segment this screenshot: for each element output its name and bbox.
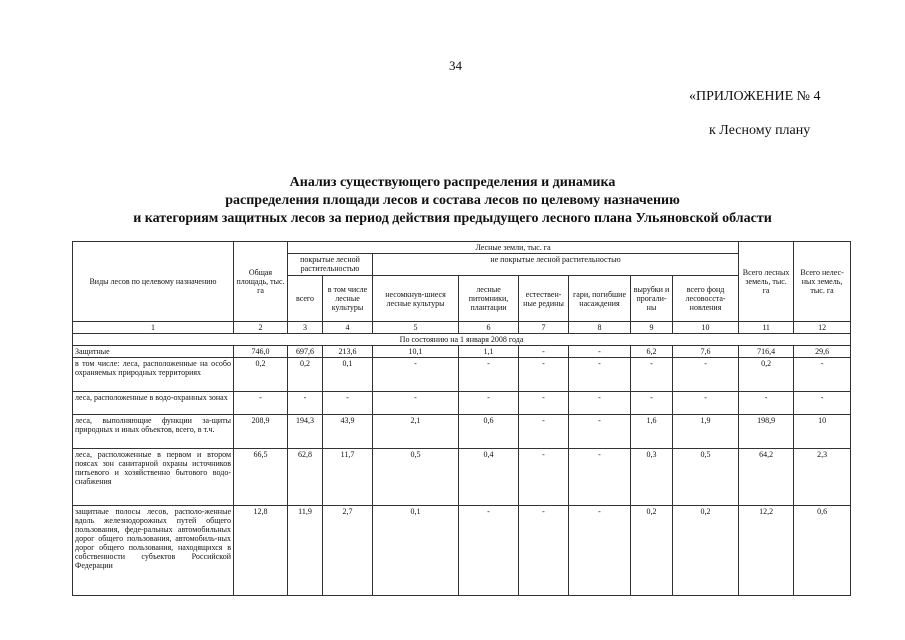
cell-value: 213,6: [323, 346, 373, 358]
row-name: в том числе: леса, расположенные на особо охраняемых природных территориях: [73, 358, 234, 392]
header-clearings: вырубки и прогали-ны: [631, 276, 673, 322]
cell-value: -: [569, 506, 631, 596]
header-nurseries: лесные питомники, плантации: [459, 276, 519, 322]
cell-value: -: [459, 392, 519, 415]
table-row: [73, 415, 851, 449]
header-covered-total: всего: [288, 276, 323, 322]
row-name: леса, расположенные в первом и втором поясах зон санитарной охраны источников питьевого и хозяйственно бытового водо-снабжения: [73, 449, 234, 506]
cell-value: 0,4: [459, 449, 519, 506]
column-number: 5: [373, 322, 459, 334]
cell-value: -: [739, 392, 794, 415]
cell-value: 2,3: [794, 449, 851, 506]
column-number: 9: [631, 322, 673, 334]
header-covered-cultures: в том числе лесные культуры: [323, 276, 373, 322]
table-row: [73, 392, 851, 415]
cell-value: 0,2: [234, 358, 288, 392]
column-number: 7: [519, 322, 569, 334]
cell-value: -: [794, 392, 851, 415]
cell-value: 0,2: [288, 358, 323, 392]
cell-value: -: [323, 392, 373, 415]
cell-value: 0,5: [673, 449, 739, 506]
cell-value: 1,6: [631, 415, 673, 449]
column-number: 1: [73, 322, 234, 334]
cell-value: -: [519, 449, 569, 506]
cell-value: 0,2: [739, 358, 794, 392]
header-burnt: гари, погибшие насаждения: [569, 276, 631, 322]
appendix-title: «ПРИЛОЖЕНИЕ № 4: [689, 89, 821, 104]
cell-value: -: [631, 358, 673, 392]
cell-value: -: [569, 415, 631, 449]
cell-value: 194,3: [288, 415, 323, 449]
cell-value: -: [569, 358, 631, 392]
cell-value: -: [373, 392, 459, 415]
cell-value: -: [673, 392, 739, 415]
cell-value: 697,6: [288, 346, 323, 358]
table-row: [73, 346, 851, 358]
header-covered: покрытые лесной растительностью: [288, 254, 373, 276]
cell-value: -: [569, 392, 631, 415]
cell-value: 0,6: [459, 415, 519, 449]
appendix-subtitle: к Лесному плану: [709, 123, 811, 138]
cell-value: 10,1: [373, 346, 459, 358]
header-reforest-fund: всего фонд лесовосста-новления: [673, 276, 739, 322]
document-title: [0, 174, 905, 228]
cell-value: -: [373, 358, 459, 392]
column-number: 2: [234, 322, 288, 334]
header-total-forest: Всего лесных земель, тыс. га: [739, 242, 794, 322]
row-name: защитные полосы лесов, располо-женные вдоль железнодорожных путей общего пользования, феде-ральных автомобильных дорог общего пользования, автомобиль-ных дорог общего пользования, находящихся в собственности субъектов Российской Федерации: [73, 506, 234, 596]
header-not-covered: не покрытые лесной растительностью: [373, 254, 739, 276]
cell-value: 1,1: [459, 346, 519, 358]
cell-value: 12,2: [739, 506, 794, 596]
cell-value: 1,9: [673, 415, 739, 449]
page-number: 34: [449, 58, 462, 73]
header-total-area: Общая площадь, тыс. га: [234, 242, 288, 322]
column-number: 10: [673, 322, 739, 334]
cell-value: -: [459, 358, 519, 392]
row-name: леса, расположенные в водо-охранных зонах: [73, 392, 234, 415]
column-number: 6: [459, 322, 519, 334]
cell-value: 66,5: [234, 449, 288, 506]
cell-value: 43,9: [323, 415, 373, 449]
column-number: 12: [794, 322, 851, 334]
cell-value: 2,1: [373, 415, 459, 449]
cell-value: 64,2: [739, 449, 794, 506]
cell-value: 11,9: [288, 506, 323, 596]
cell-value: 0,6: [794, 506, 851, 596]
cell-value: -: [519, 506, 569, 596]
header-natural: естествен-ные редины: [519, 276, 569, 322]
header-unclosed: несомкнув-шиеся лесные культуры: [373, 276, 459, 322]
cell-value: -: [459, 506, 519, 596]
column-number: 3: [288, 322, 323, 334]
table-row: [73, 506, 851, 596]
title-line-3: и категориям защитных лесов за период действия предыдущего лесного плана Ульяновской области: [133, 211, 772, 226]
cell-value: 11,7: [323, 449, 373, 506]
cell-value: 2,7: [323, 506, 373, 596]
cell-value: 12,8: [234, 506, 288, 596]
cell-value: -: [519, 346, 569, 358]
cell-value: -: [569, 449, 631, 506]
cell-value: -: [519, 358, 569, 392]
cell-value: 0,5: [373, 449, 459, 506]
table-row: [73, 358, 851, 392]
row-name: Защитные: [73, 346, 234, 358]
cell-value: -: [519, 415, 569, 449]
cell-value: 6,2: [631, 346, 673, 358]
table-row: [73, 449, 851, 506]
header-forest-lands: Лесные земли, тыс. га: [288, 242, 739, 254]
cell-value: 29,6: [794, 346, 851, 358]
cell-value: 208,9: [234, 415, 288, 449]
title-line-2: распределения площади лесов и состава лесов по целевому назначению: [225, 193, 680, 208]
column-number: 11: [739, 322, 794, 334]
column-number: 8: [569, 322, 631, 334]
cell-value: 0,1: [373, 506, 459, 596]
cell-value: 0,1: [323, 358, 373, 392]
cell-value: 62,8: [288, 449, 323, 506]
cell-value: 716,4: [739, 346, 794, 358]
header-kind: Виды лесов по целевому назначению: [73, 242, 234, 322]
cell-value: -: [569, 346, 631, 358]
cell-value: 7,6: [673, 346, 739, 358]
section-label: По состоянию на 1 января 2008 года: [73, 334, 851, 346]
cell-value: 0,3: [631, 449, 673, 506]
cell-value: 0,2: [631, 506, 673, 596]
column-number-row: [73, 322, 851, 334]
title-line-1: Анализ существующего распределения и динамика: [289, 175, 616, 190]
cell-value: 746,0: [234, 346, 288, 358]
cell-value: -: [673, 358, 739, 392]
cell-value: -: [631, 392, 673, 415]
header-total-nonforest: Всего нелес-ных земель, тыс. га: [794, 242, 851, 322]
cell-value: -: [519, 392, 569, 415]
cell-value: 10: [794, 415, 851, 449]
cell-value: -: [288, 392, 323, 415]
cell-value: -: [234, 392, 288, 415]
column-number: 4: [323, 322, 373, 334]
cell-value: 198,9: [739, 415, 794, 449]
cell-value: 0,2: [673, 506, 739, 596]
forest-distribution-table: [72, 241, 851, 596]
row-name: леса, выполняющие функции за-щиты природных и иных объектов, всего, в т.ч.: [73, 415, 234, 449]
cell-value: -: [794, 358, 851, 392]
